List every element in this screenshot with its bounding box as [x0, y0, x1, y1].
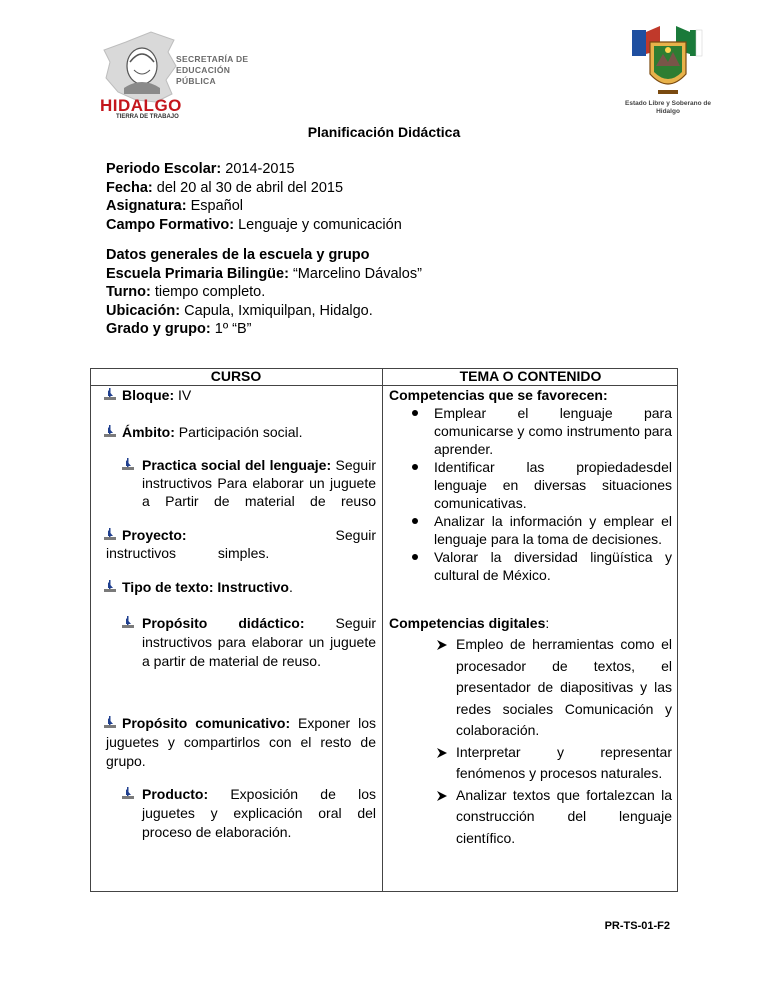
info-row-periodo	[106, 160, 402, 179]
practica-block	[142, 456, 376, 510]
crest-caption: Estado Libre y Soberano de Hidalgo	[625, 100, 711, 115]
ambito-value: Participación social.	[174, 424, 303, 440]
info-row-ubicacion	[106, 302, 422, 321]
info-label: Campo Formativo:	[106, 216, 235, 233]
arrowhead-bullet-icon	[436, 790, 448, 802]
info-row-turno	[106, 283, 422, 302]
info-label: Asignatura:	[106, 198, 187, 214]
column-divider	[382, 368, 383, 892]
proyecto-label: Proyecto:	[122, 527, 187, 543]
tipo-texto-label: Tipo de texto: Instructivo	[122, 579, 289, 595]
bullet-dot-icon	[410, 408, 420, 418]
sep-line-1: SECRETARÍA DE	[176, 54, 249, 64]
info-value: Capula, Ixmiquilpan, Hidalgo.	[180, 302, 373, 319]
bullet-dot-icon	[410, 552, 420, 562]
info-block-school	[106, 246, 422, 339]
info-row-fecha	[106, 179, 402, 198]
ambito-line	[122, 423, 303, 441]
digital-text: Empleo de herramientas como el procesador de textos, el presentador de diapositivas y las redes sociales Comunicación y colaboración.	[456, 636, 672, 738]
info-row-campo	[106, 216, 402, 235]
ambito-label: Ámbito:	[122, 424, 175, 440]
info-block-general	[106, 160, 402, 234]
list-item	[436, 742, 672, 785]
arrowhead-bullet-icon	[436, 639, 448, 651]
info-label: Periodo Escolar:	[106, 161, 222, 177]
practica-label: Practica social del lenguaje:	[142, 457, 332, 473]
arrow-bullet-icon	[104, 388, 118, 402]
digital-text: Interpretar y representar fenómenos y procesos naturales.	[456, 743, 672, 781]
tipo-texto-line	[122, 578, 293, 596]
info-label: Grado y grupo:	[106, 321, 211, 337]
sep-line-2: EDUCACIÓN	[176, 65, 231, 75]
bullet-dot-icon	[410, 462, 420, 472]
column-header-tema: TEMA O CONTENIDO	[459, 368, 602, 384]
coat-of-arms-icon	[630, 20, 706, 102]
sep-text	[176, 54, 248, 87]
list-item	[410, 512, 672, 548]
hidalgo-wordmark: HIDALGO	[100, 96, 182, 115]
digitales-heading: Competencias digitales	[389, 615, 546, 631]
school-heading: Datos generales de la escuela y grupo	[106, 247, 370, 263]
info-value: 1º “B”	[210, 321, 252, 337]
bloque-value: IV	[174, 387, 192, 403]
proposito-comunicativo-value: Exponer los juguetes y compartirlos con el resto de grupo.	[106, 715, 376, 769]
info-value: tiempo completo.	[150, 284, 266, 300]
producto-value: Exposición de los juguetes y explicación oral del proceso de elaboración.	[142, 786, 376, 840]
list-item	[410, 548, 672, 584]
bloque-line	[122, 386, 191, 404]
competencia-text: Emplear el lenguaje para comunicarse y como instrumento para aprender.	[434, 405, 672, 457]
proposito-didactico-block	[142, 614, 376, 671]
digitales-list	[436, 634, 672, 849]
info-value: del 20 al 30 de abril del 2015	[152, 179, 344, 196]
arrow-bullet-icon	[104, 580, 118, 594]
arrow-bullet-icon	[122, 787, 136, 801]
document-title: Planificación Didáctica	[307, 124, 461, 140]
competencias-list	[410, 404, 672, 584]
column-header-curso: CURSO	[210, 368, 262, 384]
info-value: Español	[186, 198, 244, 214]
arrow-bullet-icon	[122, 616, 136, 630]
list-item	[410, 458, 672, 512]
arrowhead-bullet-icon	[436, 747, 448, 759]
practica-value: Seguir instructivos Para elaborar un juguete a Partir de material de reuso	[142, 457, 376, 509]
info-row-escuela	[106, 265, 422, 284]
digitales-colon: :	[545, 615, 550, 631]
info-row-asignatura	[106, 197, 402, 216]
proyecto-block	[106, 526, 376, 562]
producto-label: Producto:	[142, 786, 209, 802]
arrow-bullet-icon	[104, 425, 118, 439]
arrow-bullet-icon	[122, 458, 136, 472]
form-code: PR-TS-01-F2	[604, 920, 670, 932]
info-row-grado	[106, 320, 422, 339]
digitales-heading-line	[389, 614, 549, 632]
competencias-heading: Competencias que se favorecen:	[389, 387, 608, 403]
info-label: Escuela Primaria Bilingüe:	[106, 265, 289, 282]
bullet-dot-icon	[410, 516, 420, 526]
sep-line-3: PÚBLICA	[176, 76, 216, 86]
proposito-didactico-label: Propósito didáctico:	[142, 615, 305, 631]
list-item	[410, 404, 672, 458]
proposito-comunicativo-label: Propósito comunicativo:	[122, 715, 291, 731]
digital-text: Analizar textos que fortalezcan la construcción del lenguaje científico.	[456, 786, 672, 846]
info-label: Turno:	[106, 284, 151, 300]
list-item	[436, 634, 672, 742]
list-item	[436, 785, 672, 850]
tipo-texto-tail: .	[288, 579, 293, 595]
proposito-comunicativo-block	[106, 714, 376, 771]
info-value: “Marcelino Dávalos”	[288, 265, 422, 282]
producto-block	[142, 785, 376, 842]
info-label: Fecha:	[106, 179, 153, 196]
info-label: Ubicación:	[106, 302, 181, 319]
proposito-didactico-value: Seguir instructivos para elaborar un juguete a partir de material de reuso.	[142, 615, 377, 669]
hidalgo-tagline: TIERRA DE TRABAJO	[116, 114, 179, 120]
bloque-label: Bloque:	[122, 387, 175, 403]
competencia-text: Identificar las propiedadesdel lenguaje en diversas situaciones comunicativas.	[434, 459, 672, 511]
info-value: 2014-2015	[221, 161, 295, 177]
competencia-text: Analizar la información y emplear el lenguaje para la toma de decisiones.	[434, 513, 672, 547]
proyecto-value: Seguir instructivos simples.	[106, 527, 376, 561]
info-value: Lenguaje y comunicación	[234, 216, 402, 233]
competencia-text: Valorar la diversidad lingüística y cultural de México.	[434, 549, 672, 583]
